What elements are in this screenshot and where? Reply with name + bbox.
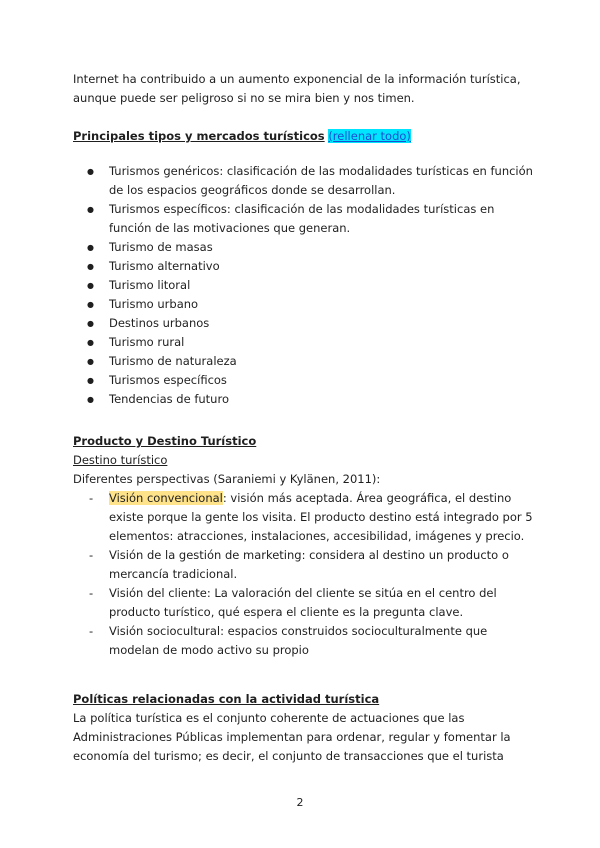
highlight-vision-convencional: Visión convencional [109, 491, 223, 505]
list-item: ● Turismo urbano [73, 295, 533, 314]
section-producto-destino [73, 432, 533, 660]
list-item-text: : visión más aceptada. Área geográfica, el destino existe porque la gente los visita. El producto destino está integrado por 5 elementos: atracciones, instalaciones, accesibilidad, imágenes y precio. [109, 491, 533, 543]
tipos-list-block [73, 162, 533, 409]
intro-paragraph [73, 70, 533, 108]
list-item: ● Tendencias de futuro [73, 390, 533, 409]
heading-producto-destino: Producto y Destino Turístico [73, 434, 257, 448]
page-number: 2 [296, 796, 304, 809]
list-item-text: Visión del cliente: La valoración del cliente se sitúa en el centro del producto turístico, qué espera el cliente es la pregunta clave. [109, 586, 497, 619]
subheading-destino: Destino turístico [73, 453, 168, 467]
list-item-text: Visión sociocultural: espacios construidos socioculturalmente que modelan de modo activo su propio [109, 624, 488, 657]
list-item: ● Turismo alternativo [73, 257, 533, 276]
list-item: ● Turismo de masas [73, 238, 533, 257]
perspectivas-intro: Diferentes perspectivas (Saraniemi y Kylänen, 2011): [73, 472, 381, 486]
list-item [73, 622, 533, 660]
list-item-text: Visión de la gestión de marketing: considera al destino un producto o mercancía tradicional. [109, 548, 509, 581]
section-heading [73, 127, 533, 146]
list-item: ● Turismo rural [73, 333, 533, 352]
heading-politicas: Políticas relacionadas con la actividad turística [73, 692, 380, 706]
list-item [73, 584, 533, 622]
perspectivas-list [73, 489, 533, 660]
tipos-list [73, 162, 533, 409]
politicas-text: La política turística es el conjunto coherente de actuaciones que las Administraciones Públicas implementan para ordenar, regular y fomentar la economía del turismo; es decir, el conjunto de transacciones que el turista [73, 711, 511, 763]
list-item: ● Turismos específicos [73, 371, 533, 390]
section-politicas [73, 690, 533, 766]
list-item: ● Turismos específicos: clasificación de las modalidades turísticas en función de las motivaciones que generan. [73, 200, 533, 238]
list-item [73, 489, 533, 546]
section-tipos-mercados [73, 127, 533, 146]
list-item: ● Turismo de naturaleza [73, 352, 533, 371]
list-item: ● Destinos urbanos [73, 314, 533, 333]
heading-tipos-mercados: Principales tipos y mercados turísticos [73, 129, 325, 143]
list-item: ● Turismos genéricos: clasificación de las modalidades turísticas en función de los espacios geográficos donde se desarrollan. [73, 162, 533, 200]
list-item: ● Turismo litoral [73, 276, 533, 295]
highlight-rellenar: (rellenar todo) [328, 129, 411, 143]
list-item [73, 546, 533, 584]
intro-text: Internet ha contribuido a un aumento exponencial de la información turística, aunque puede ser peligroso si no se mira bien y nos timen. [73, 72, 521, 105]
